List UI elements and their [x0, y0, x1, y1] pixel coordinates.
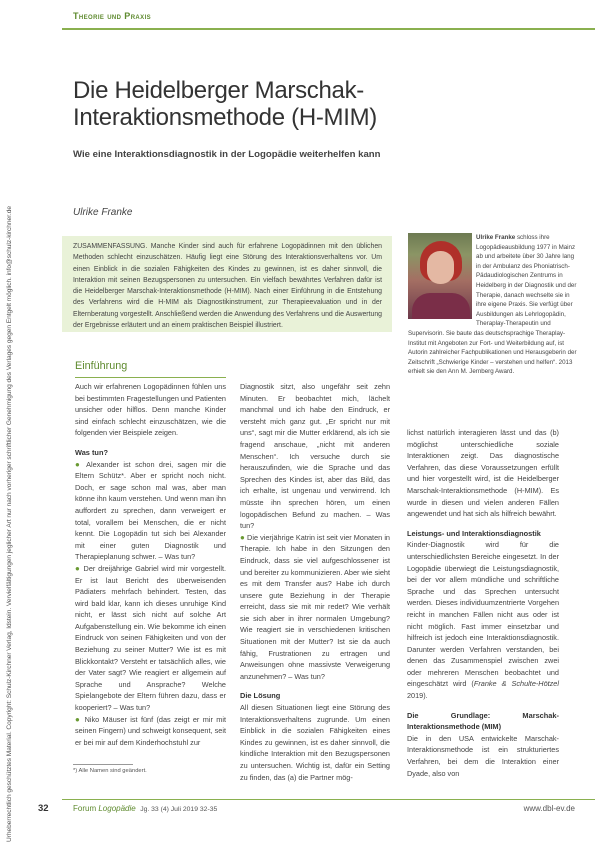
header-rule [62, 28, 595, 30]
heading-mim: Die Grundlage: Marschak-Interaktionsmethode (MIM) [407, 710, 559, 732]
case-niko: ● Niko Mäuser ist fünf (das zeigt er mir mit seinen Fingern) und schweigt konsequent, seit er bei mir auf dem Kinderhochstuhl zur [75, 714, 226, 747]
bullet-icon: ● [75, 459, 83, 469]
case-alexander: ● Alexander ist schon drei, sagen mir die Eltern Schütz*. Aber er spricht noch nicht. Doch, er sage schon mal was, aber man könne ihn kaum verstehen. Und wenn man ihn auffordert zu sprechen, dann verweigert er total, vorallem bei Menschen, die er nicht kennt. Die Logopädin tut sich bei Alexander mit einer guten Diagnostik und Therapieplanung schwer. – Was tun? [75, 459, 227, 562]
article-subtitle: Wie eine Interaktionsdiagnostik in der Logopädie weiterhelfen kann [73, 149, 381, 160]
abstract-box [62, 236, 392, 332]
copyright-side-note: Urheberrechtlich geschütztes Material. Copyright: Schulz-Kirchner Verlag, Idstein. Vervielfältigungen jeglicher Art nur nach vorheriger schriftlicher Genehmigung des Verlages gegen Entgelt möglich. info@schulz-kirchner.de [6, 206, 13, 842]
heading-loesung: Die Lösung [240, 691, 281, 701]
case-katrin: ● Die vierjährige Katrin ist seit vier Monaten in Therapie. Ich habe in den Sitzungen den Eindruck, dass sie viel aufgeschlossener ist und bereiter zu kommunizieren. Aber wie sieht es mit dem Transfer aus? Habe ich durch unsere gute Beziehung in der Therapie erreicht, dass sie mit mir redet? Wie verhält sie sich aber in ihrer normalen Umgebung? Wie reagiert sie in verschiedenen kritischen Situationen mit der Mutter? Ist sie da auch fähig, Frustrationen zu ertragen und Anweisungen ohne massivste Verweigerung anzunehmen? – Was tun? [240, 532, 390, 681]
heading-leistungsdiagnostik: Leistungs- und Interaktionsdiagnostik [407, 528, 541, 538]
case-gabriel: ● Der dreijährige Gabriel wird mir vorgestellt. Er ist laut Bericht des überweisenden Pädiaters mehrfach behindert. Testen, das wird bald klar, kann ich dieses unruhige Kind nicht, er lässt sich nicht auf solche Art Aufgabenstellung ein. Wie bekomme ich einen Eindruck von seinen Fähigkeiten und von der Beziehung zu seiner Mutter? Wie ist es mit Blickkontakt? Versteht er tatsächlich alles, wie der Vater sagt? Wie reagiert er allgemein auf Sprache und Ansprache? Welche Spielangebote der Eltern führen dazu, dass er kooperiert? – Was tun? [75, 563, 227, 713]
bullet-icon: ● [75, 563, 81, 573]
article-author: Ulrike Franke [73, 207, 133, 218]
footer-url: www.dbl-ev.de [523, 804, 575, 813]
page-number: 32 [38, 803, 49, 814]
intro-paragraph: Auch wir erfahrenen Logopädinnen fühlen uns bei bestimmten Fragestellungen und Patienten unsicher oder hilflos. Denn manche Kinder sind einfach schlecht einzuschätzen, wie die folgenden vier Beispiele zeigen. [75, 382, 226, 438]
journal-logo: Logopädie [98, 804, 136, 813]
hmim-intro-paragraph: lichst natürlich interagieren lässt und das (b) möglichst unterschiedliche soziale Interaktionen zeigt. Das diagnostische Verfahren, das diese Voraussetzungen erfüllt und hier vorgestellt wird, ist die Heidelberger Marschak-Interaktionsmethode (H-MIM). Es wurde in diesen und vielen anderen Fällen angewendet und hat sich als hilfreich bewährt. [407, 428, 559, 519]
article-title: Die Heidelberger Marschak-Interaktionsmethode (H-MIM) [73, 77, 377, 131]
diagnostik-paragraph: Kinder-Diagnostik wird für die unterschiedlichsten Bereiche eingesetzt. In der Logopädie überwiegt die Leistungsdiagnostik, bei der vor allem mündliche und schriftliche Sprache und das Sprechen untersucht werden. Dieses individuumzentrierte Vorgehen reicht in manchen Fällen nicht aus oder ist nicht möglich. Fast immer einsetzbar und hilfreich ist jedoch eine Interaktionsdiagnostik. Darunter werden Verfahren verstanden, bei denen das Zusammenspiel zwischen zwei oder mehreren Menschen beobachtet und eingeschätzt wird (Franke & Schulte-Hötzel 2019). [407, 540, 559, 701]
intro-heading: Einführung [75, 360, 128, 372]
bio-name: Ulrike Franke [476, 234, 516, 241]
mim-paragraph: Die in den USA entwickelte Marschak-Interaktionsmethode ist ein strukturiertes Verfahren, bei dem die Interaktion einer Dyade, also von [407, 733, 559, 778]
author-bio [408, 233, 578, 377]
intro-heading-rule [75, 377, 226, 378]
footer-rule [62, 799, 595, 800]
journal-reference [73, 804, 217, 813]
footnote-rule [73, 764, 133, 765]
column-3 [407, 427, 559, 779]
column-2 [240, 381, 390, 783]
bullet-icon: ● [75, 714, 82, 724]
bullet-icon: ● [240, 532, 245, 542]
column-1 [75, 381, 226, 748]
footnote: *) Alle Namen sind geändert. [73, 768, 147, 774]
loesung-paragraph: All diesen Situationen liegt eine Störung des Interaktionsverhaltens zugrunde. Um einen Einblick in die sozialen Fähigkeiten eines Kindes zu gewinnen, ist es daher sinnvoll, die kindliche Interaktion mit den Bezugspersonen zu untersuchen. Wichtig ist, dafür ein Setting zu finden, das (a) die Partner mög- [240, 703, 390, 782]
section-label: Theorie und Praxis [73, 11, 152, 21]
journal-issue: Jg. 33 (4) Juli 2019 32-35 [140, 806, 218, 813]
bio-text: schloss ihre Logopädieausbildung 1977 in Mainz ab und arbeitete über 30 Jahre lang in der Ambulanz des Phoniatrisch-Pädaudiologischen Zentrums in Heidelberg in der Diagnostik und der Therapie, danach wechselte sie in ihre eigene Praxis. Sie verfügt über Ausbildungen als Lehrlogopädin, Theraplay-Therapeutin und Supervisorin. Sie baute das deutschsprachige Theraplay-Institut mit Angeboten zur Fort- und Weiterbildung auf, ist Autorin zahlreicher Fachpublikationen und Herausgeberin der Zeitschrift „Schwierige Kinder – verstehen und helfen“. 2013 erhielt sie den Ann M. Jernberg Award. [408, 234, 577, 376]
case-niko-continued: Diagnostik sitzt, also ungefähr seit zehn Minuten. Er beobachtet mich, lächelt manchmal und ich habe den Eindruck, er versteht mich ganz gut. „Er spricht nur mit uns“, sagt mir die Mutter erklärend, als ich sie fragend anschaue, „nicht mit anderen Menschen“. Ich versuche durch sie herauszufinden, wie die Sprache und das Sprechen des Kindes ist, aber das Bild, das ich erhalte, ist ungenau und verwirrend. Ich müsste ihn sprechen hören, um einen logopädischen Befund zu machen. – Was tun? [240, 382, 390, 531]
citation: Franke & Schulte-Hötzel [473, 679, 559, 689]
abstract-text: ZUSAMMENFASSUNG. Manche Kinder sind auch für erfahrene Logopädinnen mit den üblichen Methoden schlecht einzuschätzen. Häufig liegt eine Störung des Interaktionsverhaltens vor. Um einen Einblick in die sozialen Fähigkeiten des Kindes zu gewinnen, ist es daher sinnvoll, die Interaktion mit seinen Bezugspersonen zu untersuchen. Ein vielfach bewährtes Verfahren dafür ist die Heidelberger Marschak-Interaktionsmethode (H-MIM). Nach einer Einführung in die Entstehung des Verfahrens wird die H-MIM als Diagnostikinstrument, zur Therapieevaluation und in der Elternberatung vorgestellt. Anschließend werden die Anwendung des Verfahrens und die Auswertung der Ergebnisse erläutert und an einem praktischen Beispiel illustriert. [73, 243, 382, 330]
journal-forum: Forum [73, 804, 97, 813]
heading-was-tun: Was tun? [75, 447, 108, 457]
